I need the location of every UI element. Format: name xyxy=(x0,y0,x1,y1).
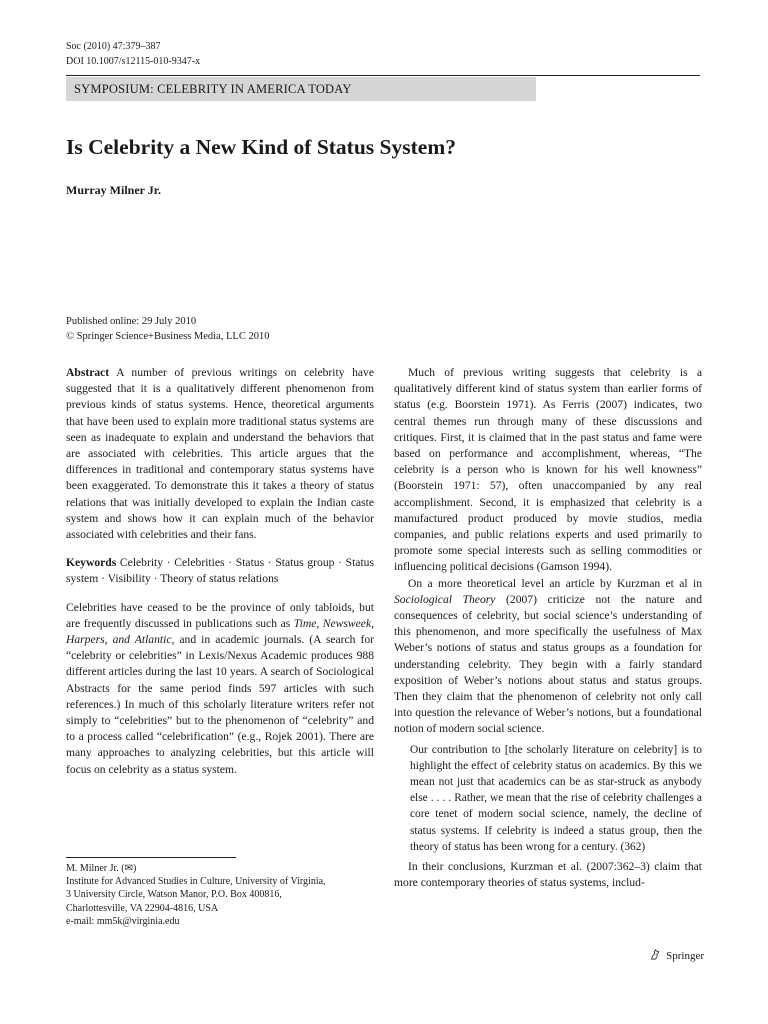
journal-citation: Soc (2010) 47:379–387 xyxy=(66,41,161,52)
header-rule xyxy=(66,75,700,76)
abstract xyxy=(66,365,374,543)
intro-paragraph xyxy=(66,600,374,778)
keywords-text: Celebrity · Celebrities · Status · Status group · Status system · Visibility · Theory of status relations xyxy=(66,556,374,586)
publication-info xyxy=(66,314,269,344)
abstract-text: A number of previous writings on celebrity have suggested that it is a qualitatively different phenomenon from previous kinds of status systems. Hence, theoretical arguments that have been used to explain more traditional status systems are seen as inadequate to explain and understand the behaviors that are associated with celebrities. This article argues that the differences in traditional and contemporary status systems have been exaggerated. To demonstrate this it takes a theory of status relations that was initially developed to explain the Indian caste system and shows how it can explain much of the behavior associated with celebrities and their fans. xyxy=(66,366,374,542)
doi-line: DOI 10.1007/s12115-010-9347-x xyxy=(66,56,201,67)
journal-name-italic: Sociological Theory xyxy=(394,592,496,606)
left-column xyxy=(66,365,374,778)
right-column xyxy=(394,365,702,892)
body-paragraph-2-a: On a more theoretical level an article by Kurzman et al in xyxy=(408,576,702,590)
affiliation-line-2: 3 University Circle, Watson Manor, P.O. Box 400816, xyxy=(66,889,282,901)
publisher-footer xyxy=(649,948,704,964)
author-affiliation xyxy=(66,862,366,928)
affiliation-name: M. Milner Jr. (✉) xyxy=(66,863,137,874)
author-name: Murray Milner Jr. xyxy=(66,183,161,197)
published-date: Published online: 29 July 2010 xyxy=(66,316,197,327)
intro-text-italic: Time, Newsweek, Harpers, and Atlantic xyxy=(66,616,374,647)
article-title: Is Celebrity a New Kind of Status System? xyxy=(66,135,456,159)
springer-horse-icon xyxy=(649,948,662,964)
body-paragraph-1: Much of previous writing suggests that celebrity is a qualitatively different kind of status system than earlier forms of status (e.g. Boorstein 1971). As Ferris (2007) indicates, two central themes run through many of these discussions and critiques. First, it is claimed that in the past status and fame were based on performance and accomplishment, whereas, “The celebrity is a person who is known for his well knowness” (Boorstein 1971: 57), often unaccompanied by any real accomplishment. Second, it is emphasized that celebrity is a manufactured product produced by movie studios, media companies, and public relations experts and used primarily to promote some special interests such as selling commodities or influencing political decisions (Gamson 1994). xyxy=(394,366,702,574)
journal-meta xyxy=(66,39,200,69)
keywords-label: Keywords xyxy=(66,556,117,570)
abstract-label: Abstract xyxy=(66,366,110,379)
section-banner: SYMPOSIUM: CELEBRITY IN AMERICA TODAY xyxy=(66,77,536,101)
block-quote: Our contribution to [the scholarly literature on celebrity] is to highlight the effect of celebrity status on academics. By this we mean not just that academics can be as star-struck as anybody else . . . . Rather, we mean that the rise of celebrity challenges a core tenet of modern social science, namely, the decline of status systems. If celebrity is indeed a status group, then the theory of status has been wrong for a century. (362) xyxy=(410,743,702,853)
publisher-name: Springer xyxy=(666,950,704,962)
affiliation-email: e-mail: mm5k@virginia.edu xyxy=(66,915,180,927)
body-paragraph-2-b: (2007) criticize not the nature and consequences of celebrity, but social science’s understanding of this phenomenon, and more specifically the usefulness of Max Weber’s notions of status and status groups as a foundation for understanding celebrity. They begin with a fairly standard exposition of Weber’s notions about status and status groups. Then they claim that the phenomenon of celebrity not only call into question the relevance of Weber’s notions, but a foundational notion of modern social science. xyxy=(394,592,702,736)
keywords xyxy=(66,555,374,587)
intro-text-b: , and in academic journals. (A search for “celebrity or celebrities” in Lexis/Nexus Academic produces 988 different articles during the last 10 years. A search of Sociological Abstracts for the same period finds 597 articles with such references.) In much of this scholarly literature writers refer not simply to “celebrities” but to the phenomenon of “celebrity” and to a process called “celebrification” (e.g., Rojek 2001). There are many approaches to analyzing celebrities, but this article will focus on celebrity as a status system. xyxy=(66,633,375,776)
affiliation-line-1: Institute for Advanced Studies in Culture, University of Virginia, xyxy=(66,876,326,888)
body-paragraph-2 xyxy=(394,576,702,738)
affiliation-line-3: Charlottesville, VA 22904-4816, USA xyxy=(66,902,219,914)
copyright-line: © Springer Science+Business Media, LLC 2010 xyxy=(66,331,270,342)
footnote-rule xyxy=(66,857,236,858)
body-paragraph-3: In their conclusions, Kurzman et al. (2007:362–3) claim that more contemporary theories of status systems, includ- xyxy=(394,860,702,890)
intro-text-a: Celebrities have ceased to be the province of only tabloids, but are frequently discussed in publications such as xyxy=(66,600,374,630)
